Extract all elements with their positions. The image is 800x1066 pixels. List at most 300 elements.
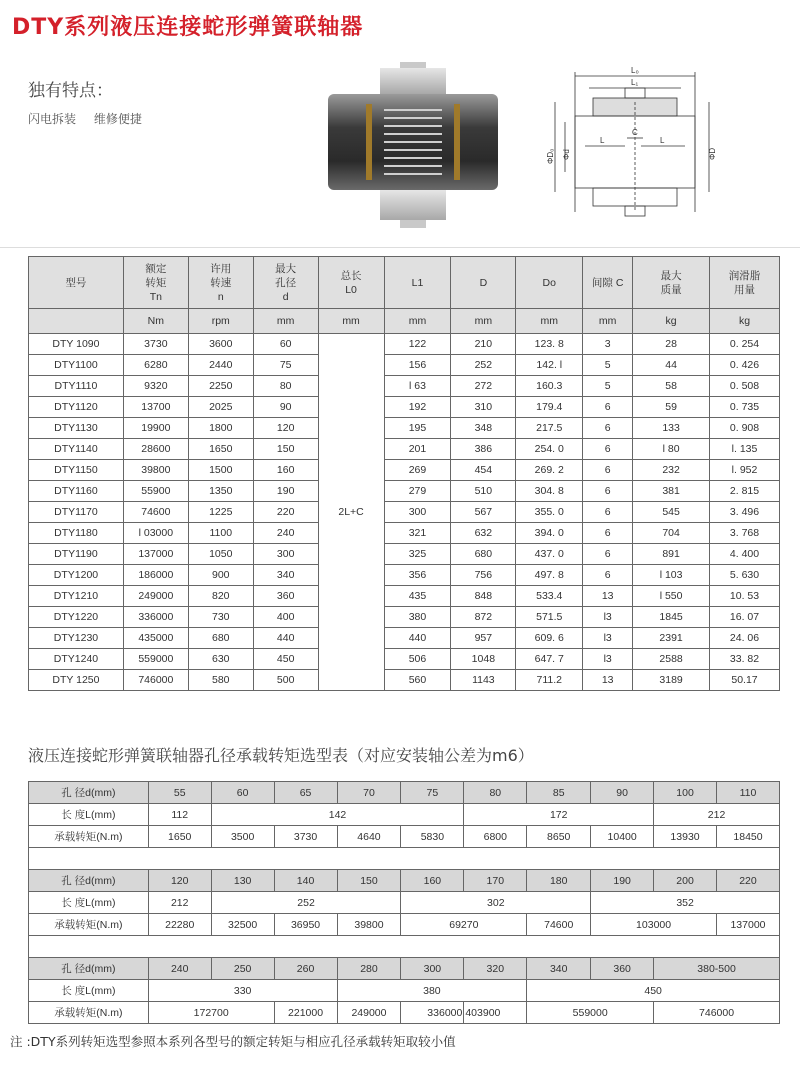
spec-cell-l1: 300 — [384, 502, 451, 523]
spec-row — [29, 397, 780, 418]
length-cell: 212 — [654, 804, 780, 826]
length-cell: 352 — [591, 892, 780, 914]
torque-cell: 74600 — [527, 914, 591, 936]
bore-cell: 240 — [148, 958, 211, 980]
spec-cell-do: 355. 0 — [516, 502, 583, 523]
spec-cell-bore: 120 — [253, 418, 318, 439]
row-label: 承载转矩(N.m) — [29, 826, 149, 848]
group-spacer — [29, 848, 780, 870]
spec-cell-speed: 1350 — [188, 481, 253, 502]
row-label: 长 度L(mm) — [29, 980, 149, 1002]
spec-cell-speed: 2440 — [188, 355, 253, 376]
spec-cell-gap: 13 — [583, 586, 633, 607]
unit-cell: mm — [318, 309, 384, 334]
length-cell: 172 — [464, 804, 654, 826]
bore-cell: 80 — [464, 782, 527, 804]
bore-row — [29, 958, 780, 980]
spec-cell-gap: 6 — [583, 502, 633, 523]
spec-cell-l1: 506 — [384, 649, 451, 670]
spec-cell-grease: 0. 735 — [710, 397, 780, 418]
spec-cell-mass: l 550 — [633, 586, 710, 607]
spec-row — [29, 334, 780, 355]
spec-cell-d: 957 — [451, 628, 516, 649]
length-row — [29, 980, 780, 1002]
spec-cell-speed: 1800 — [188, 418, 253, 439]
torque-cell: 403900 — [464, 1002, 527, 1024]
spec-cell-torque: 55900 — [123, 481, 188, 502]
bore-cell: 150 — [337, 870, 401, 892]
dim-l0-label: L₀ — [631, 66, 639, 75]
spec-cell-d: 567 — [451, 502, 516, 523]
spec-table — [28, 256, 780, 691]
spec-cell-bore: 500 — [253, 670, 318, 691]
spec-cell-l1: 195 — [384, 418, 451, 439]
spec-cell-speed: 1050 — [188, 544, 253, 565]
footnote: 注 :DTY系列转矩选型参照本系列各型号的额定转矩与相应孔径承载转矩取较小值 — [10, 1034, 456, 1049]
spec-cell-do: 160.3 — [516, 376, 583, 397]
unit-cell: rpm — [188, 309, 253, 334]
dim-l1-label: L₁ — [631, 78, 639, 87]
spec-cell-bore: 360 — [253, 586, 318, 607]
spec-cell-gap: 5 — [583, 376, 633, 397]
spec-cell-d: 510 — [451, 481, 516, 502]
spec-cell-model: DTY1150 — [29, 460, 124, 481]
spec-cell-mass: 133 — [633, 418, 710, 439]
unit-cell: mm — [451, 309, 516, 334]
torque-cell: 336000 — [401, 1002, 464, 1024]
spec-cell-model: DTY1190 — [29, 544, 124, 565]
bore-cell: 70 — [337, 782, 401, 804]
bore-selection-table — [28, 781, 780, 1024]
bore-cell: 200 — [654, 870, 717, 892]
spec-cell-gap: l3 — [583, 607, 633, 628]
spec-cell-speed: 820 — [188, 586, 253, 607]
spec-cell-torque: 74600 — [123, 502, 188, 523]
bore-cell: 190 — [591, 870, 654, 892]
torque-cell: 13930 — [654, 826, 717, 848]
spec-cell-grease: 3. 768 — [710, 523, 780, 544]
spec-cell-model: DTY1100 — [29, 355, 124, 376]
bore-cell: 90 — [591, 782, 654, 804]
spec-cell-speed: 1500 — [188, 460, 253, 481]
spec-cell-torque: 39800 — [123, 460, 188, 481]
spec-cell-do: 142. l — [516, 355, 583, 376]
col-gap: 间隙 C — [583, 257, 633, 309]
spec-cell-do: 533.4 — [516, 586, 583, 607]
bore-cell: 120 — [148, 870, 211, 892]
spec-cell-gap: 6 — [583, 439, 633, 460]
dim-l-right-label: L — [660, 136, 665, 145]
spec-cell-l1: 269 — [384, 460, 451, 481]
spec-cell-gap: 5 — [583, 355, 633, 376]
spec-cell-torque: 3730 — [123, 334, 188, 355]
spec-cell-torque: 336000 — [123, 607, 188, 628]
spec-cell-gap: 6 — [583, 523, 633, 544]
spec-row — [29, 502, 780, 523]
spec-cell-model: DTY1200 — [29, 565, 124, 586]
col-total-length: 总长 L0 — [318, 257, 384, 309]
torque-cell: 5830 — [401, 826, 464, 848]
spec-row — [29, 649, 780, 670]
torque-cell: 746000 — [654, 1002, 780, 1024]
torque-cell: 22280 — [148, 914, 211, 936]
spec-cell-do: 571.5 — [516, 607, 583, 628]
spec-cell-grease: 0. 426 — [710, 355, 780, 376]
bore-cell: 160 — [401, 870, 464, 892]
spec-cell-grease: 24. 06 — [710, 628, 780, 649]
spec-cell-grease: 33. 82 — [710, 649, 780, 670]
torque-row — [29, 1002, 780, 1024]
spec-cell-speed: 680 — [188, 628, 253, 649]
torque-cell: 3730 — [274, 826, 337, 848]
spec-cell-do: 179.4 — [516, 397, 583, 418]
spec-row — [29, 565, 780, 586]
spec-cell-l1: 356 — [384, 565, 451, 586]
bore-cell: 65 — [274, 782, 337, 804]
spec-cell-speed: 3600 — [188, 334, 253, 355]
unit-cell: mm — [516, 309, 583, 334]
spec-cell-bore: 150 — [253, 439, 318, 460]
torque-cell: 249000 — [337, 1002, 401, 1024]
bore-cell: 100 — [654, 782, 717, 804]
bore-cell: 340 — [527, 958, 591, 980]
spec-cell-gap: 6 — [583, 544, 633, 565]
torque-cell: 69270 — [401, 914, 527, 936]
bore-cell: 220 — [716, 870, 779, 892]
spec-cell-bore: 300 — [253, 544, 318, 565]
group-spacer — [29, 936, 780, 958]
spec-cell-bore: 240 — [253, 523, 318, 544]
spec-row — [29, 544, 780, 565]
spec-cell-speed: 580 — [188, 670, 253, 691]
col-do: Do — [516, 257, 583, 309]
spec-cell-d: 872 — [451, 607, 516, 628]
length-cell: 450 — [527, 980, 780, 1002]
col-l1: L1 — [384, 257, 451, 309]
col-mass: 最大 质量 — [633, 257, 710, 309]
spec-cell-grease: l. 952 — [710, 460, 780, 481]
bore-cell: 300 — [401, 958, 464, 980]
spec-cell-speed: 1650 — [188, 439, 253, 460]
spec-cell-grease: 16. 07 — [710, 607, 780, 628]
spec-cell-do: 497. 8 — [516, 565, 583, 586]
spec-row — [29, 355, 780, 376]
spec-header-row — [29, 257, 780, 309]
spec-cell-l1: 435 — [384, 586, 451, 607]
spacer-cell — [29, 936, 780, 958]
spec-cell-l1: 560 — [384, 670, 451, 691]
spec-cell-l1: 440 — [384, 628, 451, 649]
spec-cell-l1: l 63 — [384, 376, 451, 397]
row-label: 孔 径d(mm) — [29, 870, 149, 892]
spec-cell-mass: 3189 — [633, 670, 710, 691]
spec-cell-do: 394. 0 — [516, 523, 583, 544]
torque-row — [29, 914, 780, 936]
spec-cell-gap: 6 — [583, 460, 633, 481]
spec-cell-do: 711.2 — [516, 670, 583, 691]
spec-cell-grease: 10. 53 — [710, 586, 780, 607]
row-label: 承载转矩(N.m) — [29, 914, 149, 936]
spec-row — [29, 670, 780, 691]
spec-cell-grease: 0. 908 — [710, 418, 780, 439]
spec-cell-bore: 190 — [253, 481, 318, 502]
spec-cell-d: 680 — [451, 544, 516, 565]
col-d: D — [451, 257, 516, 309]
spec-cell-do: 217.5 — [516, 418, 583, 439]
spec-cell-do: 437. 0 — [516, 544, 583, 565]
spec-cell-speed: 2025 — [188, 397, 253, 418]
spec-cell-grease: 4. 400 — [710, 544, 780, 565]
spec-cell-gap: 6 — [583, 397, 633, 418]
torque-row — [29, 826, 780, 848]
torque-cell: 1650 — [148, 826, 211, 848]
spec-cell-mass: 232 — [633, 460, 710, 481]
spec-cell-d: 348 — [451, 418, 516, 439]
bore-cell: 140 — [274, 870, 337, 892]
spec-cell-model: DTY1230 — [29, 628, 124, 649]
unit-cell: Nm — [123, 309, 188, 334]
torque-cell: 559000 — [527, 1002, 654, 1024]
torque-cell: 221000 — [274, 1002, 337, 1024]
torque-cell: 137000 — [716, 914, 779, 936]
torque-cell: 18450 — [716, 826, 779, 848]
spec-cell-model: DTY1130 — [29, 418, 124, 439]
spec-cell-mass: l 103 — [633, 565, 710, 586]
spec-cell-model: DTY1180 — [29, 523, 124, 544]
spec-cell-do: 254. 0 — [516, 439, 583, 460]
spec-cell-bore: 400 — [253, 607, 318, 628]
spec-cell-torque: 19900 — [123, 418, 188, 439]
spec-cell-d: 756 — [451, 565, 516, 586]
spec-cell-torque: 28600 — [123, 439, 188, 460]
row-label: 长 度L(mm) — [29, 892, 149, 914]
col-model: 型号 — [29, 257, 124, 309]
spec-cell-l1: 380 — [384, 607, 451, 628]
dim-l-left-label: L — [600, 136, 605, 145]
spec-cell-d: 310 — [451, 397, 516, 418]
torque-cell: 3500 — [211, 826, 274, 848]
bore-cell: 250 — [211, 958, 274, 980]
col-speed: 许用 转速 n — [188, 257, 253, 309]
dimension-drawing — [545, 62, 720, 234]
spec-cell-torque: 137000 — [123, 544, 188, 565]
unit-cell: mm — [583, 309, 633, 334]
length-row — [29, 892, 780, 914]
bore-cell: 130 — [211, 870, 274, 892]
features-text: 闪电拆装 维修便捷 — [28, 112, 142, 126]
spec-cell-grease: 0. 508 — [710, 376, 780, 397]
spec-cell-torque: 435000 — [123, 628, 188, 649]
spec-cell-d: 386 — [451, 439, 516, 460]
spec-cell-mass: 28 — [633, 334, 710, 355]
spec-cell-gap: 6 — [583, 418, 633, 439]
spec-cell-model: DTY1170 — [29, 502, 124, 523]
spec-cell-d: 632 — [451, 523, 516, 544]
spec-cell-speed: 1225 — [188, 502, 253, 523]
bore-row — [29, 782, 780, 804]
spec-cell-torque: 13700 — [123, 397, 188, 418]
spec-cell-l1: 325 — [384, 544, 451, 565]
bore-table-title: 液压连接蛇形弹簧联轴器孔径承载转矩选型表（对应安装轴公差为m6） — [28, 746, 534, 765]
coupling-photo — [318, 60, 508, 232]
bore-cell: 360 — [591, 958, 654, 980]
col-torque: 额定 转矩 Tn — [123, 257, 188, 309]
spec-cell-d: 210 — [451, 334, 516, 355]
spec-cell-model: DTY1120 — [29, 397, 124, 418]
length-cell: 142 — [211, 804, 464, 826]
spec-cell-model: DTY1140 — [29, 439, 124, 460]
torque-cell: 10400 — [591, 826, 654, 848]
spec-cell-l1: 156 — [384, 355, 451, 376]
length-cell: 112 — [148, 804, 211, 826]
spec-cell-speed: 730 — [188, 607, 253, 628]
total-length-cell: 2L+C — [318, 334, 384, 691]
spec-cell-torque: 249000 — [123, 586, 188, 607]
torque-cell: 172700 — [148, 1002, 274, 1024]
spec-cell-l1: 122 — [384, 334, 451, 355]
spec-cell-bore: 440 — [253, 628, 318, 649]
spec-cell-d: 454 — [451, 460, 516, 481]
spec-cell-mass: 44 — [633, 355, 710, 376]
unit-cell: kg — [633, 309, 710, 334]
spec-cell-speed: 1100 — [188, 523, 253, 544]
spec-row — [29, 439, 780, 460]
torque-cell: 8650 — [527, 826, 591, 848]
spec-cell-gap: l3 — [583, 628, 633, 649]
spec-cell-grease: 2. 815 — [710, 481, 780, 502]
spec-cell-mass: 2391 — [633, 628, 710, 649]
spec-cell-gap: 3 — [583, 334, 633, 355]
torque-cell: 39800 — [337, 914, 401, 936]
spec-cell-model: DTY1220 — [29, 607, 124, 628]
spec-row — [29, 607, 780, 628]
length-cell: 212 — [148, 892, 211, 914]
bore-cell: 280 — [337, 958, 401, 980]
spec-cell-model: DTY1160 — [29, 481, 124, 502]
spec-cell-mass: l 80 — [633, 439, 710, 460]
spec-cell-do: 304. 8 — [516, 481, 583, 502]
spec-cell-l1: 321 — [384, 523, 451, 544]
spec-cell-gap: l3 — [583, 649, 633, 670]
dim-d-label: Φd — [562, 149, 571, 160]
spec-row — [29, 481, 780, 502]
section-divider — [0, 247, 800, 248]
row-label: 承载转矩(N.m) — [29, 1002, 149, 1024]
features-heading: 独有特点： — [28, 81, 113, 101]
spec-cell-d: 1143 — [451, 670, 516, 691]
spec-cell-l1: 192 — [384, 397, 451, 418]
length-cell: 380 — [337, 980, 527, 1002]
torque-cell: 4640 — [337, 826, 401, 848]
spec-cell-model: DTY 1250 — [29, 670, 124, 691]
bore-cell: 110 — [716, 782, 779, 804]
spec-row — [29, 376, 780, 397]
bore-row — [29, 870, 780, 892]
col-grease: 润滑脂 用量 — [710, 257, 780, 309]
bore-cell: 60 — [211, 782, 274, 804]
spec-cell-mass: 58 — [633, 376, 710, 397]
spec-cell-gap: 13 — [583, 670, 633, 691]
spec-cell-torque: 9320 — [123, 376, 188, 397]
spec-cell-do: 609. 6 — [516, 628, 583, 649]
bore-cell: 180 — [527, 870, 591, 892]
spec-cell-mass: 891 — [633, 544, 710, 565]
spec-cell-torque: 746000 — [123, 670, 188, 691]
spec-cell-mass: 381 — [633, 481, 710, 502]
spec-cell-model: DTY1240 — [29, 649, 124, 670]
spec-cell-d: 272 — [451, 376, 516, 397]
bore-cell: 75 — [401, 782, 464, 804]
spec-row — [29, 628, 780, 649]
spec-cell-mass: 545 — [633, 502, 710, 523]
bore-cell: 85 — [527, 782, 591, 804]
spec-cell-do: 269. 2 — [516, 460, 583, 481]
spec-cell-l1: 201 — [384, 439, 451, 460]
length-cell: 252 — [211, 892, 401, 914]
spec-row — [29, 586, 780, 607]
spec-cell-mass: 59 — [633, 397, 710, 418]
spec-cell-speed: 900 — [188, 565, 253, 586]
spec-cell-d: 848 — [451, 586, 516, 607]
spec-cell-bore: 80 — [253, 376, 318, 397]
spec-cell-bore: 160 — [253, 460, 318, 481]
row-label: 孔 径d(mm) — [29, 958, 149, 980]
torque-cell: 103000 — [591, 914, 717, 936]
bore-cell: 380-500 — [654, 958, 780, 980]
spec-cell-gap: 6 — [583, 565, 633, 586]
spec-cell-model: DTY1210 — [29, 586, 124, 607]
spacer-cell — [29, 848, 780, 870]
spec-cell-bore: 220 — [253, 502, 318, 523]
spec-unit-row — [29, 309, 780, 334]
length-cell: 330 — [148, 980, 337, 1002]
spec-cell-model: DTY1110 — [29, 376, 124, 397]
spec-cell-gap: 6 — [583, 481, 633, 502]
row-label: 孔 径d(mm) — [29, 782, 149, 804]
bore-cell: 260 — [274, 958, 337, 980]
dim-dd-label: ΦD — [708, 147, 717, 160]
spec-cell-bore: 90 — [253, 397, 318, 418]
spec-row — [29, 418, 780, 439]
spec-cell-torque: l 03000 — [123, 523, 188, 544]
spec-cell-bore: 340 — [253, 565, 318, 586]
col-bore: 最大 孔径 d — [253, 257, 318, 309]
spec-cell-d: 252 — [451, 355, 516, 376]
spec-cell-grease: 5. 630 — [710, 565, 780, 586]
torque-cell: 32500 — [211, 914, 274, 936]
spec-cell-torque: 186000 — [123, 565, 188, 586]
spec-cell-mass: 704 — [633, 523, 710, 544]
spec-cell-grease: 0. 254 — [710, 334, 780, 355]
spec-cell-bore: 60 — [253, 334, 318, 355]
page-title: DTY系列液压连接蛇形弹簧联轴器 — [12, 15, 364, 40]
spec-cell-bore: 450 — [253, 649, 318, 670]
spec-cell-l1: 279 — [384, 481, 451, 502]
spec-cell-grease: l. 135 — [710, 439, 780, 460]
unit-cell: kg — [710, 309, 780, 334]
unit-cell: mm — [384, 309, 451, 334]
spec-cell-model: DTY 1090 — [29, 334, 124, 355]
spec-cell-grease: 50.17 — [710, 670, 780, 691]
length-row — [29, 804, 780, 826]
spec-cell-speed: 2250 — [188, 376, 253, 397]
spec-cell-do: 647. 7 — [516, 649, 583, 670]
bore-cell: 170 — [464, 870, 527, 892]
bore-cell: 320 — [464, 958, 527, 980]
torque-cell: 36950 — [274, 914, 337, 936]
spec-cell-grease: 3. 496 — [710, 502, 780, 523]
spec-row — [29, 460, 780, 481]
